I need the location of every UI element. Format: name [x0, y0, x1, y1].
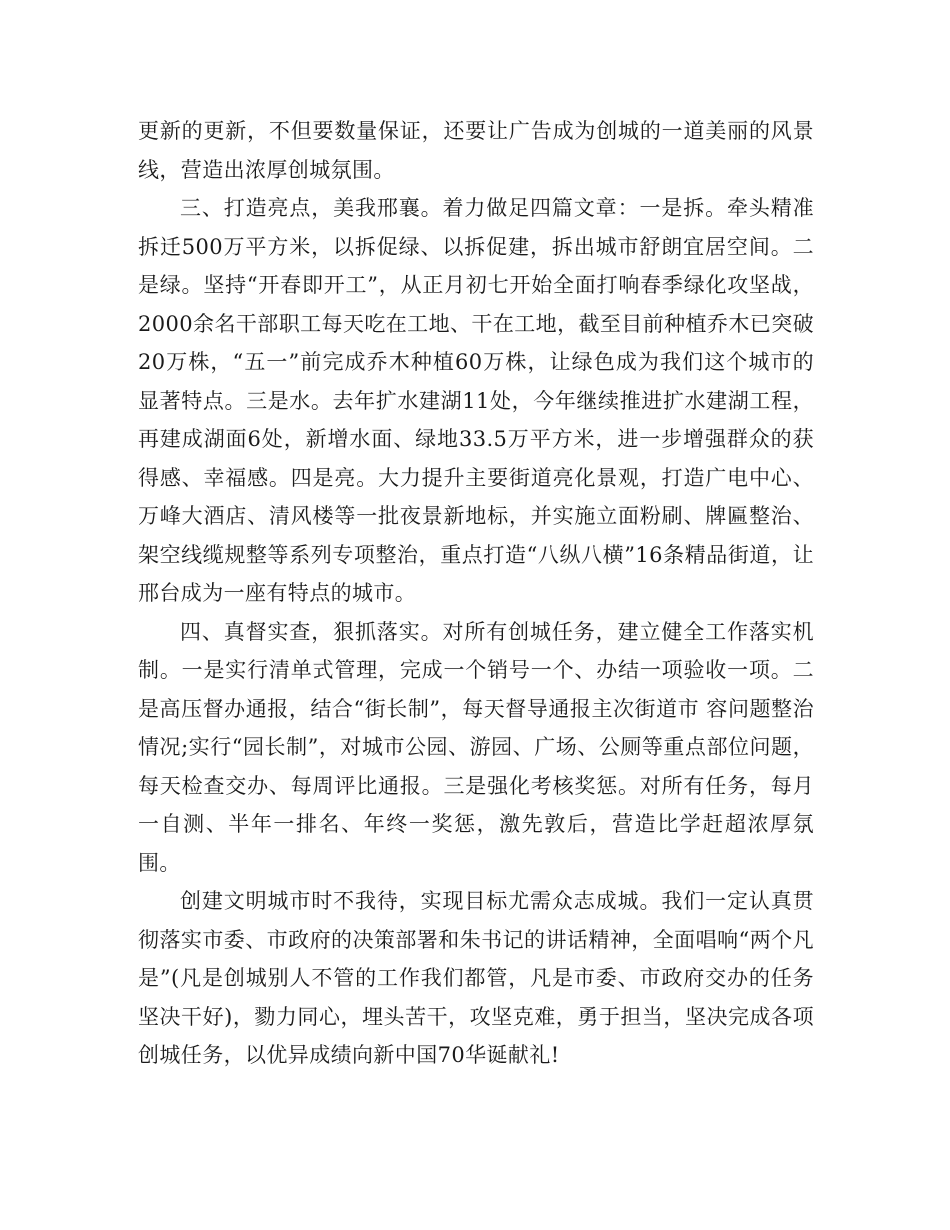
document-body	[138, 112, 814, 1075]
paragraph-2: 三、打造亮点，美我邢襄。着力做足四篇文章：一是拆。牵头精准拆迁500万平方米，以拆促绿、以拆促建，拆出城市舒朗宜居空间。二是绿。坚持“开春即开工”，从正月初七开始全面打响春季绿化攻坚战，2000余名干部职工每天吃在工地、干在工地，截至目前种植乔木已突破20万株，“五一”前完成乔木种植60万株，让绿色成为我们这个城市的显著特点。三是水。去年扩水建湖11处，今年继续推进扩水建湖工程，再建成湖面6处，新增水面、绿地33.5万平方米，进一步增强群众的获得感、幸福感。四是亮。大力提升主要街道亮化景观，打造广电中心、万峰大酒店、清风楼等一批夜景新地标，并实施立面粉刷、牌匾整治、架空线缆规整等系列专项整治，重点打造“八纵八横”16条精品街道，让邢台成为一座有特点的城市。	[138, 196, 814, 605]
paragraph-3: 四、真督实查，狠抓落实。对所有创城任务，建立健全工作落实机制。一是实行清单式管理，完成一个销号一个、办结一项验收一项。二是高压督办通报，结合“街长制”，每天督导通报主次街道市 容问题整治情况;实行“园长制”，对城市公园、游园、广场、公厕等重点部位问题，每天检查交办、每周评比通报。三是强化考核奖惩。对所有任务，每月一自测、半年一排名、年终一奖惩，激先敦后，营造比学赶超浓厚氛围。	[138, 619, 814, 875]
paragraph-4: 创建文明城市时不我待，实现目标尤需众志成城。我们一定认真贯彻落实市委、市政府的决策部署和朱书记的讲话精神，全面唱响“两个凡是”(凡是创城别人不管的工作我们都管，凡是市委、市政府交办的任务坚决干好)，勠力同心，埋头苦干，攻坚克难，勇于担当，坚决完成各项创城任务，以优异成绩向新中国70华诞献礼!	[138, 889, 814, 1067]
paragraph-1: 更新的更新，不但要数量保证，还要让广告成为创城的一道美丽的风景线，营造出浓厚创城氛围。	[138, 119, 814, 182]
